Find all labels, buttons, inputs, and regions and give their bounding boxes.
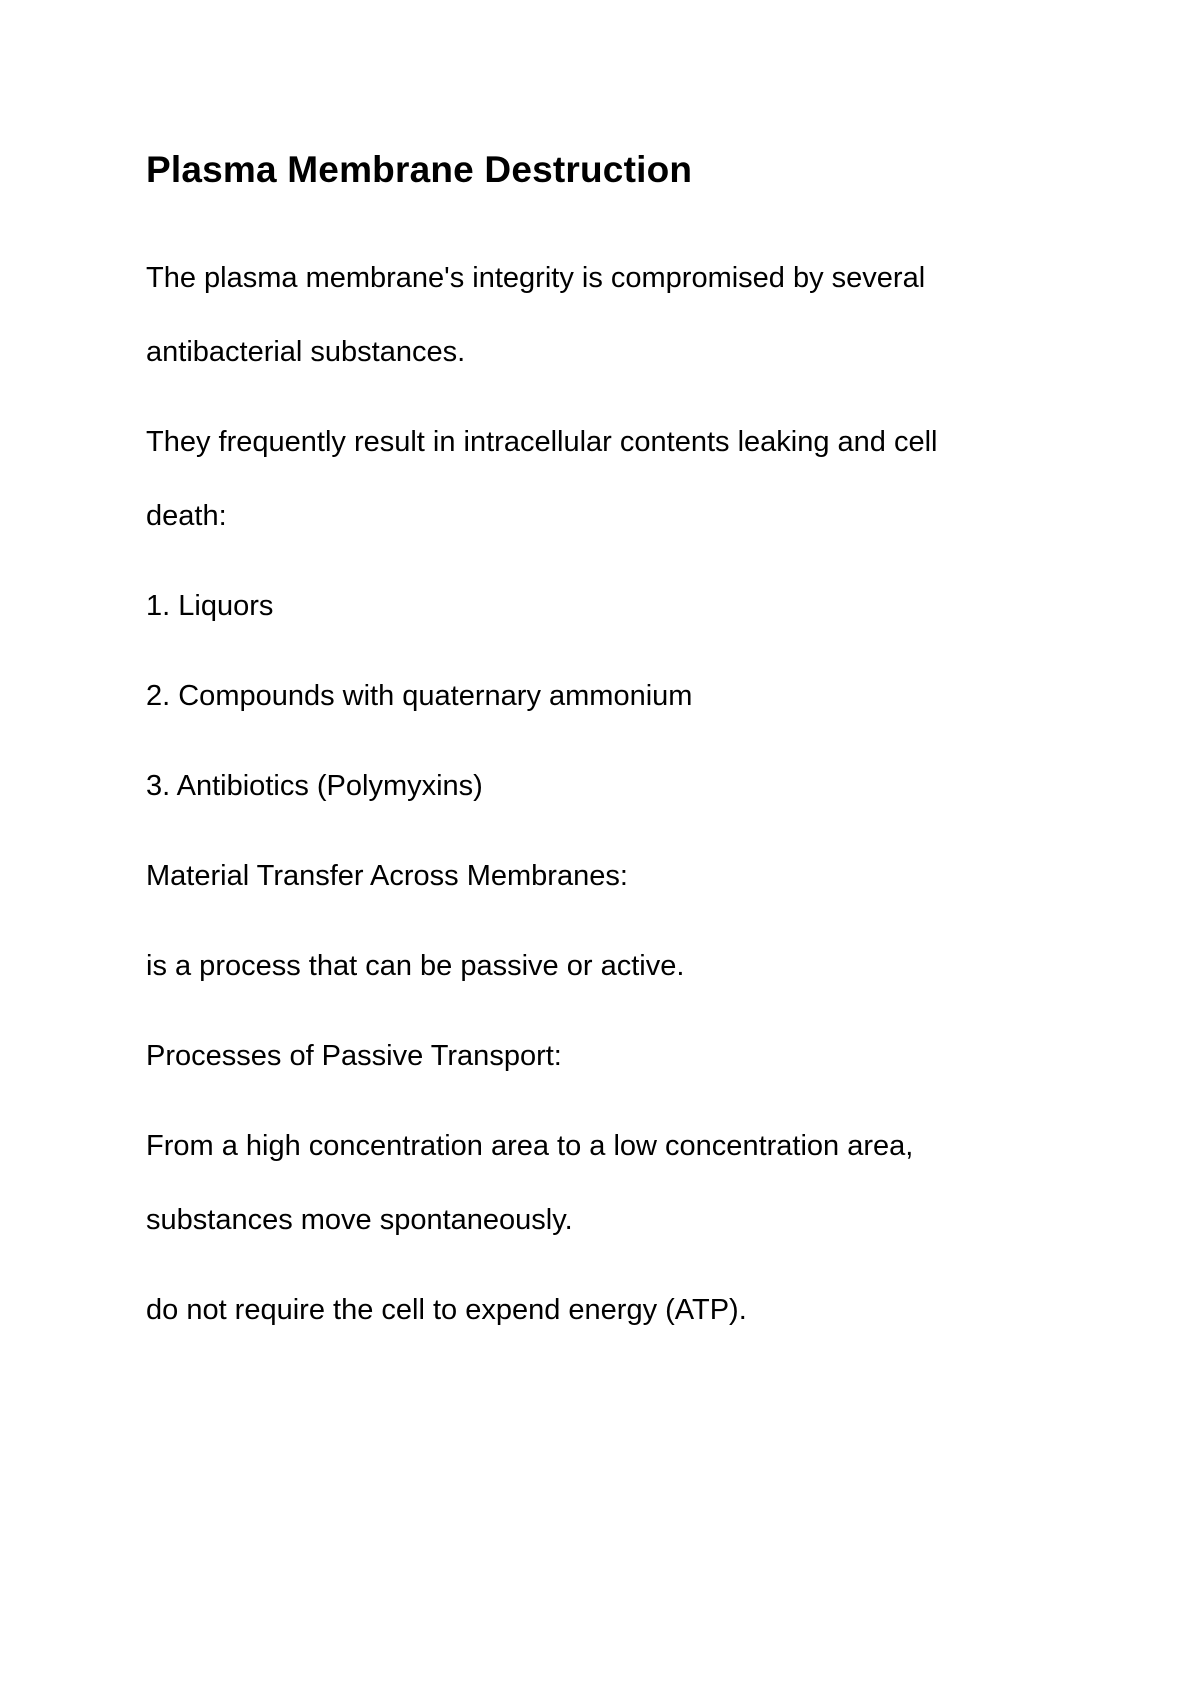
list-item-quaternary-ammonium: 2. Compounds with quaternary ammonium [146, 680, 693, 712]
section-heading-material-transfer: Material Transfer Across Membranes: [146, 860, 628, 892]
paragraph-concentration [146, 1109, 1066, 1257]
paragraph-line: The plasma membrane's integrity is compromised by several [146, 262, 926, 294]
title-spacer [146, 194, 1066, 241]
section-heading-passive-transport: Processes of Passive Transport: [146, 1040, 562, 1072]
paragraph-passive-or-active: is a process that can be passive or active. [146, 950, 685, 982]
paragraph-line: From a high concentration area to a low concentration area, [146, 1130, 914, 1162]
paragraph-leakage [146, 405, 1066, 553]
paragraph-intro [146, 241, 1066, 389]
paragraph-line: antibacterial substances. [146, 336, 466, 368]
paragraph-line: death: [146, 500, 227, 532]
paragraph-no-energy: do not require the cell to expend energy (ATP). [146, 1294, 747, 1326]
document-body [146, 146, 1066, 1347]
document-title: Plasma Membrane Destruction [146, 149, 693, 190]
paragraph-line: substances move spontaneously. [146, 1204, 573, 1236]
list-item-antibiotics: 3. Antibiotics (Polymyxins) [146, 770, 483, 802]
paragraph-line: They frequently result in intracellular contents leaking and cell [146, 426, 938, 458]
list-item-liquors: 1. Liquors [146, 590, 274, 622]
